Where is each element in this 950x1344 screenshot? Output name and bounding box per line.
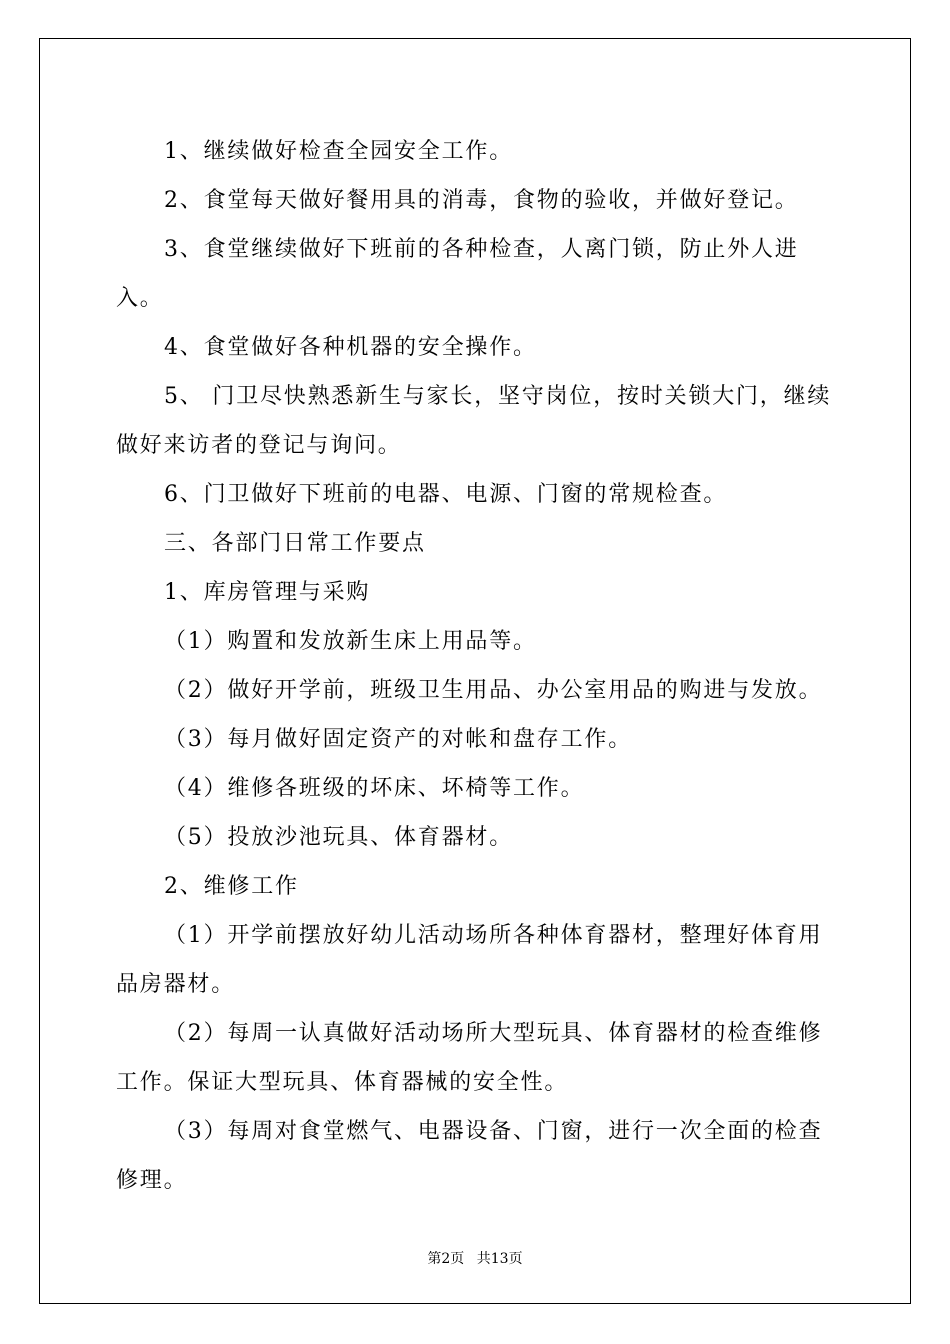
paragraph-3: 3、食堂继续做好下班前的各种检查，人离门锁，防止外人进入。 [116, 237, 799, 311]
subsection-heading-1: 1、库房管理与采购 [164, 580, 371, 605]
paragraph-10: （2）做好开学前，班级卫生用品、办公室用品的购进与发放。 [164, 678, 823, 703]
document-body [116, 127, 838, 1205]
paragraph-2: 2、食堂每天做好餐用具的消毒，食物的验收，并做好登记。 [164, 188, 799, 213]
subsection-heading-2: 2、维修工作 [164, 874, 299, 899]
paragraph-15: （1）开学前摆放好幼儿活动场所各种体育器材，整理好体育用品房器材。 [116, 923, 823, 997]
paragraph-17: （3）每周对食堂燃气、电器设备、门窗，进行一次全面的检查修理。 [116, 1119, 823, 1193]
paragraph-1: 1、继续做好检查全园安全工作。 [164, 139, 513, 164]
paragraph-11: （3）每月做好固定资产的对帐和盘存工作。 [164, 727, 632, 752]
paragraph-13: （5）投放沙池玩具、体育器材。 [164, 825, 513, 850]
paragraph-16: （2）每周一认真做好活动场所大型玩具、体育器材的检查维修工作。保证大型玩具、体育器械的安全性。 [116, 1021, 823, 1095]
paragraph-9: （1）购置和发放新生床上用品等。 [164, 629, 537, 654]
page-number: 第2页 [427, 1251, 465, 1267]
paragraph-4: 4、食堂做好各种机器的安全操作。 [164, 335, 537, 360]
page-footer [0, 1248, 950, 1268]
paragraph-12: （4）维修各班级的坏床、坏椅等工作。 [164, 776, 585, 801]
section-heading: 三、各部门日常工作要点 [164, 531, 426, 556]
paragraph-6: 6、门卫做好下班前的电器、电源、门窗的常规检查。 [164, 482, 728, 507]
paragraph-5: 5、 门卫尽快熟悉新生与家长，坚守岗位，按时关锁大门，继续做好来访者的登记与询问。 [116, 384, 832, 458]
page-total: 共13页 [476, 1251, 523, 1267]
